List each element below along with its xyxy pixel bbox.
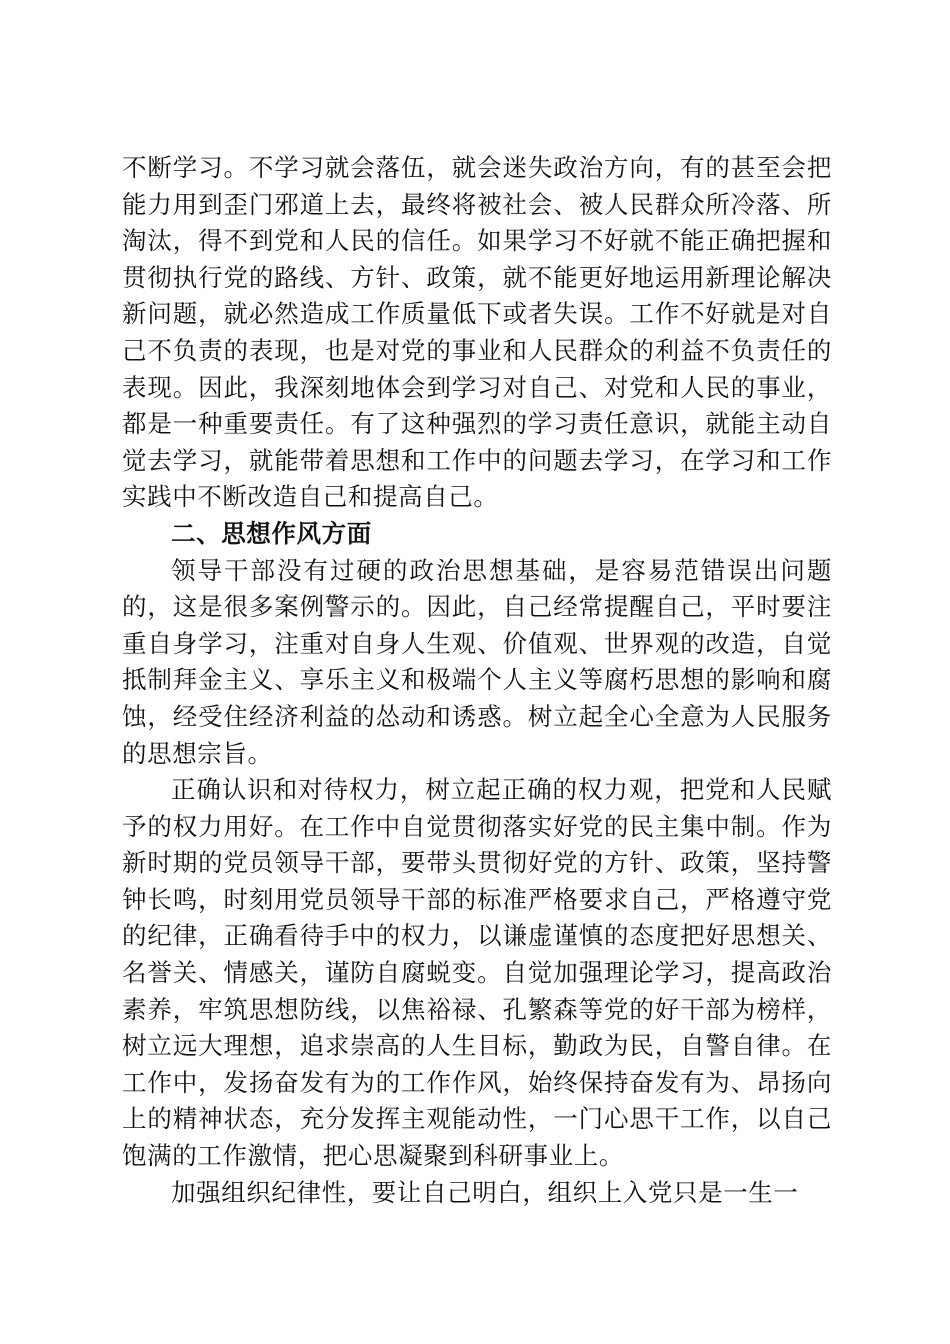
paragraph-political-foundation: 领导干部没有过硬的政治思想基础，是容易范错误出问题的，这是很多案例警示的。因此，自己经常提醒自己，平时要注重自身学习，注重对自身人生观、价值观、世界观的改造，自觉抵制拜金主义、享乐主义和极端个人主义等腐朽思想的影响和腐蚀，经受住经济利益的怂动和诱惑。树立起全心全意为人民服务的思想宗旨。 [122,555,832,768]
paragraph-organizational-discipline: 加强组织纪律性，要让自己明白，组织上入党只是一生一 [171,1177,799,1207]
section-heading-ideological-style: 二、思想作风方面 [171,518,372,548]
paragraph-study-responsibility: 不断学习。不学习就会落伍，就会迷失政治方向，有的甚至会把能力用到歪门邪道上去，最终将被社会、被人民群众所冷落、所淘汰，得不到党和人民的信任。如果学习不好就不能正确把握和贯彻执行党的路线、方针、政策，就不能更好地运用新理论解决新问题，就必然造成工作质量低下或者失误。工作不好就是对自己不负责的表现，也是对党的事业和人民群众的利益不负责任的表现。因此，我深刻地体会到学习对自己、对党和人民的事业，都是一种重要责任。有了这种强烈的学习责任意识，就能主动自觉去学习，就能带着思想和工作中的问题去学习，在学习和工作实践中不断改造自己和提高自己。 [122,153,832,512]
document-body [122,150,832,1211]
paragraph-power-view: 正确认识和对待权力，树立起正确的权力观，把党和人民赋予的权力用好。在工作中自觉贯彻落实好党的民主集中制。作为新时期的党员领导干部，要带头贯彻好党的方针、政策，坚持警钟长鸣，时刻用党员领导干部的标准严格要求自己，严格遵守党的纪律，正确看待手中的权力，以谦虚谨慎的态度把好思想关、名誉关、情感关，谨防自腐蜕变。自觉加强理论学习，提高政治素养，牢筑思想防线，以焦裕禄、孔繁森等党的好干部为榜样，树立远大理想，追求崇高的人生目标，勤政为民，自警自律。在工作中，发扬奋发有为的工作作风，始终保持奋发有为、昂扬向上的精神状态，充分发挥主观能动性，一门心思干工作，以自己饱满的工作激情，把心思凝聚到科研事业上。 [122,775,832,1171]
